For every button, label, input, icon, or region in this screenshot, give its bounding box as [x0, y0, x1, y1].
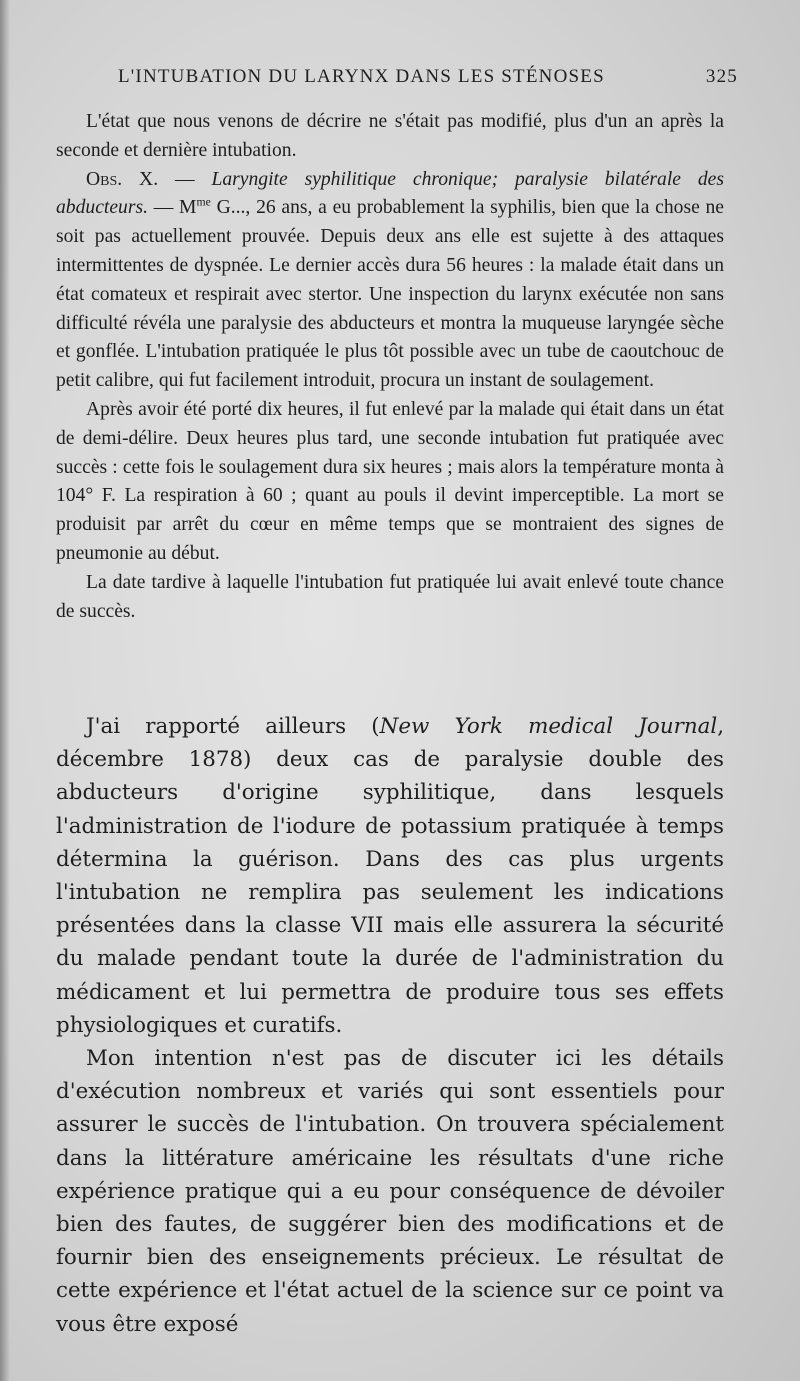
observation-patient-sup: me [196, 195, 211, 209]
reported-cases-start: J'ai rapporté ailleurs ( [86, 714, 380, 739]
paragraph-late-date: La date tardive à laquelle l'intubation fut pratiquée lui avait enlevé toute chance de succès. [56, 571, 724, 622]
observation-text: G..., 26 ans, a eu probablement la syphilis, bien que la chose ne soit pas actuellement prouvée. Depuis deux ans elle est sujette à des attaques intermittentes de dyspnée. Le dernier accès dura 56 heures : la malade était dans un état comateux et respirait avec stertor. Une inspection du larynx exécutée non sans difficulté révéla une paralysie des abducteurs et montra la muqueuse laryngée sèche et gonflée. L'intubation pratiquée le plus tôt possible avec un tube de caoutchouc de petit calibre, qui fut facilement introduit, procura un instant de soulagement. [56, 197, 724, 392]
journal-name: New York medical Journal [379, 714, 718, 739]
paragraph-second-intubation: Après avoir été porté dix heures, il fut enlevé par la malade qui était dans un état de demi-délire. Deux heures plus tard, une seconde intubation fut pratiquée avec succès : cette fois le soulagement dura six heures ; mais alors la température monta à 104° F. La respiration à 60 ; quant au pouls il devint imperceptible. La mort se produisit par arrêt du cœur en même temps que se montraient des signes de pneumonie au début. [56, 398, 724, 564]
page-number: 325 [705, 66, 738, 87]
observation-patient-prefix: — M [147, 197, 197, 219]
observation-label: Obs. X. [86, 168, 159, 190]
observation-x-paragraph [56, 166, 724, 396]
paragraph-reported-cases [56, 710, 724, 1042]
paragraph-state-unchanged: L'état que nous venons de décrire ne s'était pas modifié, plus d'un an après la seconde et dernière intubation. [56, 111, 724, 161]
main-text-section [56, 710, 724, 1341]
observation-dash: — [158, 168, 212, 190]
reported-cases-rest: , décembre 1878) deux cas de paralysie double des abducteurs d'origine syphilitique, dans lesquels l'administration de l'iodure de potassium pratiquée à temps détermina la guérison. Dans des cas plus urgents l'intubation ne remplira pas seulement les indications présentées dans la classe VII mais elle assurera la sécurité du malade pendant toute la durée de l'administration du médicament et lui permettra de produire tous ses effets physiologiques et curatifs. [56, 714, 724, 1038]
observation-title: Laryngite syphilitique chronique; paralysie bilatérale des abducteurs. [56, 168, 724, 219]
page-gutter-shadow [0, 0, 10, 1381]
running-title: L'INTUBATION DU LARYNX DANS LES STÉNOSES [118, 66, 605, 87]
page-header [118, 66, 738, 96]
small-print-section [56, 108, 724, 626]
paragraph-intention: Mon intention n'est pas de discuter ici les détails d'exécution nombreux et variés qui sont essentiels pour assurer le succès de l'intubation. On trouvera spécialement dans la littérature américaine les résultats d'une riche expérience pratique qui a eu pour conséquence de dévoiler bien des fautes, de suggérer bien des modifications et de fournir bien des enseignements précieux. Le résultat de cette expérience et l'état actuel de la science sur ce point va vous être exposé [56, 1046, 724, 1337]
